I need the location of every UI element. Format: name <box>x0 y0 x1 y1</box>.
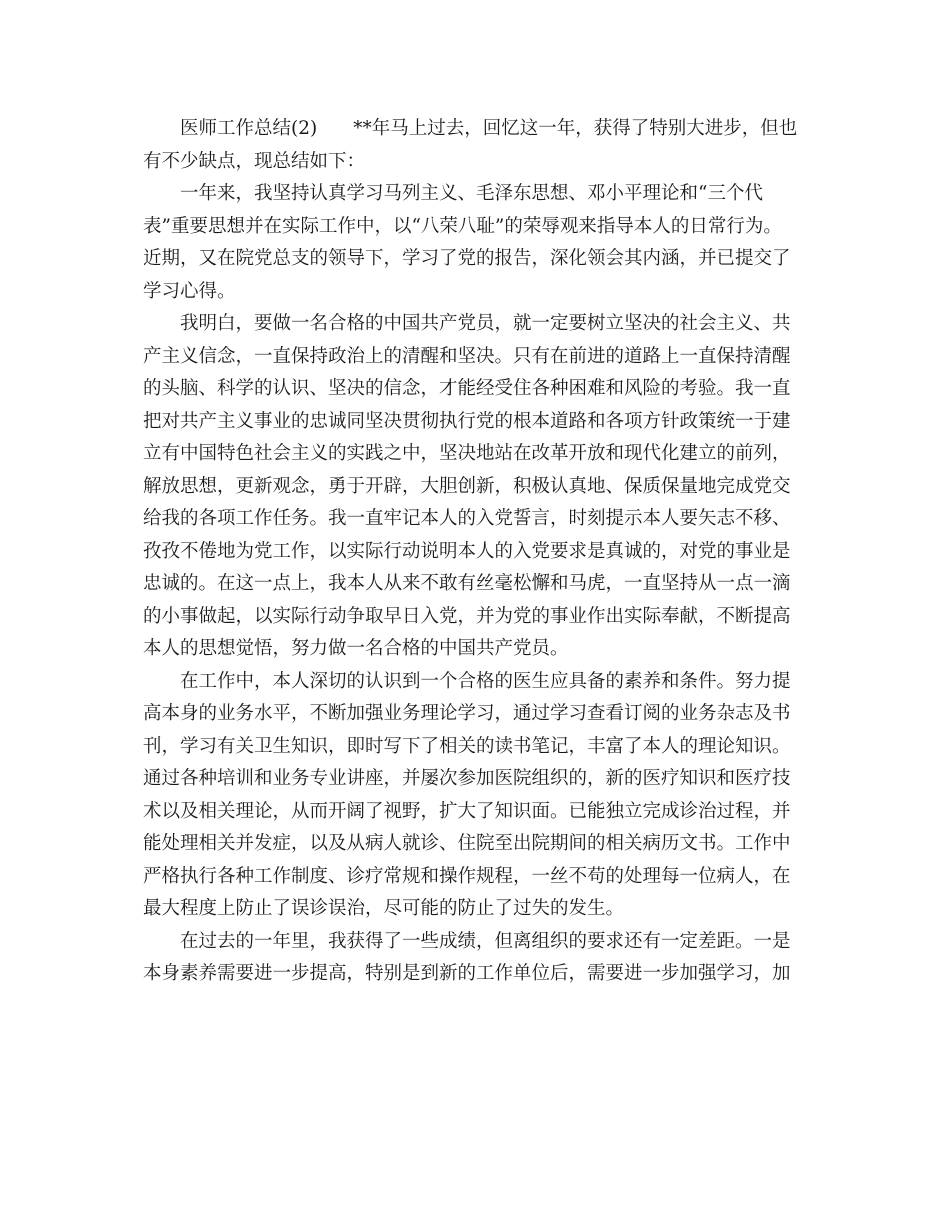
text-line: 立有中国特色社会主义的实践之中，坚决地站在改革开放和现代化建立的前列， <box>143 443 791 464</box>
intro-continuation <box>143 146 807 179</box>
paragraph-2 <box>143 308 807 341</box>
text-line: 的小事做起，以实际行动争取早日入党，并为党的事业作出实际奉献，不断提高 <box>143 605 791 627</box>
paragraph-3-body <box>143 698 807 926</box>
text-line: 解放思想，更新观念，勇于开辟，大胆创新，积极认真地、保质保量地完成党交 <box>143 475 791 497</box>
text-line: 术以及相关理论，从而开阔了视野，扩大了知识面。已能独立完成诊治过程，并 <box>143 800 791 822</box>
text-line: 在过去的一年里，我获得了一些成绩，但离组织的要求还有一定差距。一是 <box>180 930 791 952</box>
title-line <box>143 113 807 146</box>
text-line: 忠诚的。在这一点上，我本人从来不敢有丝毫松懈和马虎，一直坚持从一点一滴 <box>143 573 791 594</box>
document-title: 医师工作总结(2) <box>180 118 318 139</box>
text-line: 本人的思想觉悟，努力做一名合格的中国共产党员。 <box>143 638 569 659</box>
intro-line-1: **年马上过去，回忆这一年，获得了特别大进步，但也 <box>353 118 798 139</box>
text-line: 我明白，要做一名合格的中国共产党员，就一定要树立坚决的社会主义、共 <box>180 313 791 334</box>
document-body <box>143 113 807 991</box>
text-line: 产主义信念，一直保持政治上的清醒和坚决。只有在前进的道路上一直保持清醒 <box>143 345 791 367</box>
text-line: 最大程度上防止了误诊误治，尽可能的防止了过失的发生。 <box>143 898 625 919</box>
text-line: 的头脑、科学的认识、坚决的信念，才能经受住各种困难和风险的考验。我一直 <box>143 378 791 399</box>
intro-line-2: 有不少缺点，现总结如下： <box>143 150 366 172</box>
text-line: 刊，学习有关卫生知识，即时写下了相关的读书笔记，丰富了本人的理论知识。 <box>143 735 791 757</box>
paragraph-4 <box>143 926 807 959</box>
text-line: 给我的各项工作任务。我一直牢记本人的入党誓言，时刻提示本人要矢志不移、 <box>143 508 791 529</box>
text-line: 把对共产主义事业的忠诚同坚决贯彻执行党的根本道路和各项方针政策统一于建 <box>143 410 791 432</box>
text-line: 在工作中，本人深切的认识到一个合格的医生应具备的素养和条件。努力提 <box>180 670 791 692</box>
text-line: 本身素养需要进一步提高，特别是到新的工作单位后，需要进一步加强学习，加 <box>143 963 791 984</box>
text-line: 能处理相关并发症，以及从病人就诊、住院至出院期间的相关病历文书。工作中 <box>143 833 791 854</box>
paragraph-3 <box>143 666 807 699</box>
paragraph-2-body <box>143 341 807 666</box>
intro-paragraph <box>143 113 807 146</box>
text-line: 学习心得。 <box>143 280 236 302</box>
text-line: 高本身的业务水平，不断加强业务理论学习，通过学习查看订阅的业务杂志及书 <box>143 703 791 724</box>
text-line: 孜孜不倦地为党工作，以实际行动说明本人的入党要求是真诚的，对党的事业是 <box>143 540 791 562</box>
text-line: 通过各种培训和业务专业讲座，并屡次参加医院组织的，新的医疗知识和医疗技 <box>143 768 791 789</box>
text-line: 严格执行各种工作制度、诊疗常规和操作规程，一丝不苟的处理每一位病人，在 <box>143 865 791 887</box>
text-line: 近期，又在院党总支的领导下，学习了党的报告，深化领会其内涵，并已提交了 <box>143 248 791 269</box>
text-line: 表”重要思想并在实际工作中，以“八荣八耻”的荣辱观来指导本人的日常行为。 <box>143 215 782 237</box>
paragraph-1 <box>143 178 807 211</box>
text-line: 一年来，我坚持认真学习马列主义、毛泽东思想、邓小平理论和“三个代 <box>180 183 763 204</box>
paragraph-1-body <box>143 211 807 309</box>
paragraph-4-body <box>143 958 807 991</box>
